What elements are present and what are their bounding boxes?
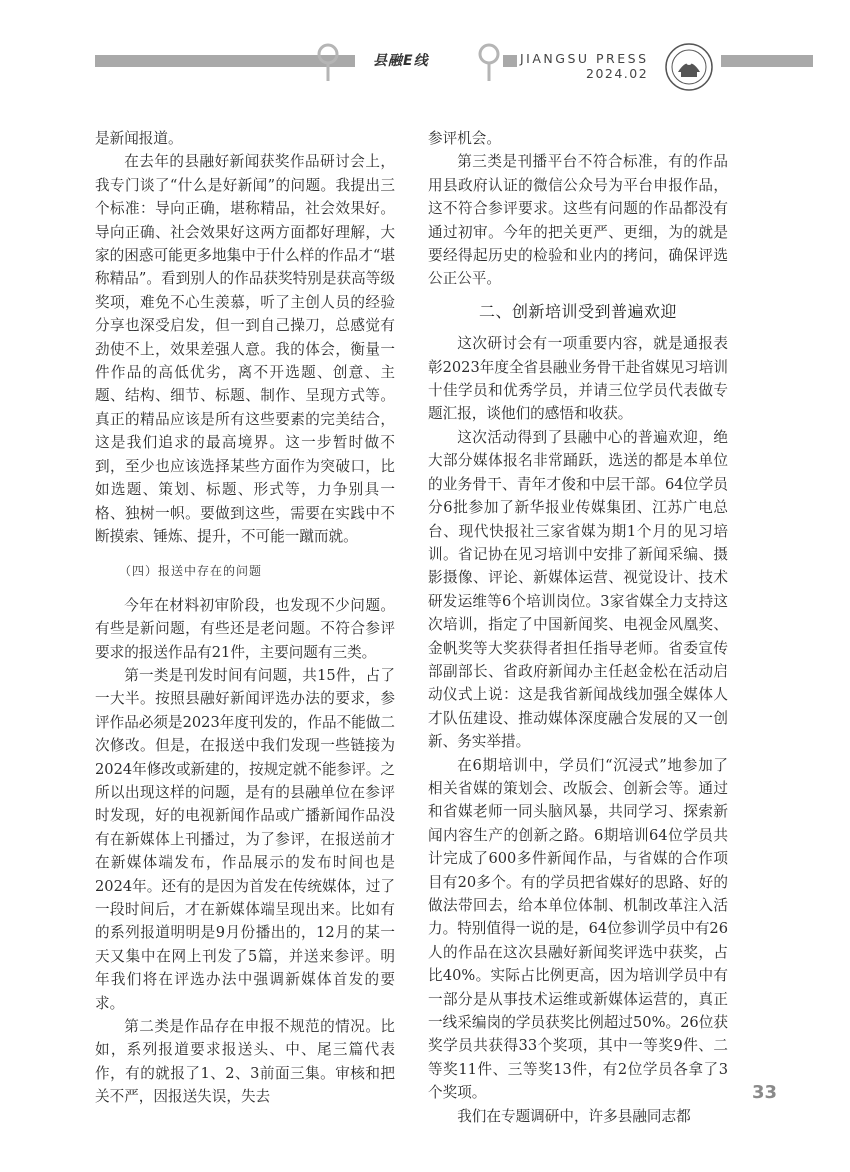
location-pin-icon [478,43,500,83]
paragraph: 在去年的县融好新闻获奖作品研讨会上，我专门谈了“什么是好新闻”的问题。我提出三个标准：导向正确，堪称精品，社会效果好。导向正确、社会效果好这两方面都好理解，大家的困惑可能更多地集中于什么样的作品才“堪称精品”。看到别人的作品获奖特别是获高等级奖项，难免不心生羡慕，听了主创人员的经验分享也深受启发，但一到自己操刀，总感觉有劲使不上，效果差强人意。我的体会，衡量一件作品的高低优劣，离不开选题、创意、主题、结构、细节、标题、制作、呈现方式等。真正的精品应该是所有这些要素的完美结合，这是我们追求的最高境界。这一步暂时做不到，至少也应该选择某些方面作为突破口，比如选题、策划、标题、形式等，力争别具一格、独树一帜。要做到这些，需要在实践中不断摸索、锤炼、提升，不可能一蹴而就。 [95,153,395,545]
column-title: 县融E线 [373,53,429,69]
header-bar-mid [503,55,517,67]
paragraph: 今年在材料初审阶段，也发现不少问题。有些是新问题，有些还是老问题。不符合参评要求的报送作品有21件，主要问题有三类。 [95,596,395,661]
paragraph: 第三类是刊播平台不符合标准，有的作品用县政府认证的微信公众号为平台申报作品，这不符合参评要求。这些有问题的作品都没有通过初审。今年的把关更严、更细，为的就是要经得起历史的检验和业内的拷问，确保评选公正公平。 [428,153,728,288]
paragraph: 第一类是刊发时间有问题，共15件，占了一大半。按照县融好新闻评选办法的要求，参评作品必须是2023年度刊发的，作品不能做二次修改。但是，在报送中我们发现一些链接为2024年修改或新建的，按规定就不能参评。之所以出现这样的问题，是有的县融单位在参评时发现，好的电视新闻作品或广播新闻作品没有在新媒体上刊播过，为了参评，在报送前才在新媒体端发布，作品展示的发布时间也是2024年。还有的是因为首发在传统媒体，过了一段时间后，才在新媒体端呈现出来。比如有的系列报道明明是9月份播出的，12月的某一天又集中在网上刊发了5篇，并送来参评。明年我们将在评选办法中强调新媒体首发的要求。 [95,666,395,1012]
issue-date: 2024.02 [586,66,649,81]
press-logo-icon [664,42,714,92]
paragraph: 参评机会。 [428,130,501,147]
header-bar-right [721,55,813,67]
location-pin-icon [317,43,339,83]
paragraph: 第二类是作品存在申报不规范的情况。比如，系列报道要求报送头、中、尾三篇代表作，有的就报了1、2、3前面三集。审核和把关不严，因报送失误，失去 [95,1018,395,1106]
paragraph: 这次研讨会有一项重要内容，就是通报表彰2023年度全省县融业务骨干赴省媒见习培训十佳学员和优秀学员，并请三位学员代表做专题汇报，谈他们的感悟和收获。 [428,335,728,423]
left-column [95,127,395,1109]
section-heading: 二、创新培训受到普遍欢迎 [478,301,677,321]
paragraph: 是新闻报道。 [95,130,183,147]
paragraph: 这次活动得到了县融中心的普遍欢迎，绝大部分媒体报名非常踊跃，选送的都是本单位的业务骨干、青年才俊和中层干部。64位学员分6批参加了新华报业传媒集团、江苏广电总台、现代快报社三家省媒为期1个月的见习培训。省记协在见习培训中安排了新闻采编、摄影摄像、评论、新媒体运营、视觉设计、技术研发运维等6个培训岗位。3家省媒全力支持这次培训，指定了中国新闻奖、电视金风凰奖、金帆奖等大奖获得者担任指导老师。省委宣传部副部长、省政府新闻办主任赵金松在活动启动仪式上说：这是我省新闻战线加强全媒体人才队伍建设、推动媒体深度融合发展的又一创新、务实举措。 [428,428,728,751]
right-column [428,127,728,1128]
press-name: JIANGSU PRESS [520,51,649,66]
subsection-heading: （四）报送中存在的问题 [119,564,263,579]
paragraph: 我们在专题调研中，许多县融同志都 [457,1107,691,1125]
paragraph: 在6期培训中，学员们“沉浸式”地参加了相关省媒的策划会、改版会、创新会等。通过和省媒老师一同头脑风暴，共同学习、探索新闻内容生产的创新之路。6期培训64位学员共计完成了600多件新闻作品，与省媒的合作项目有20多个。有的学员把省媒好的思路、好的做法带回去，给本单位体制、机制改革注入活力。特别值得一说的是，64位参训学员中有26人的作品在这次县融好新闻奖评选中获奖，占比40%。实际占比例更高，因为培训学员中有一部分是从事技术运维或新媒体运营的，真正一线采编岗的学员获奖比例超过50%。26位获奖学员共获得33个奖项，其中一等奖9件、二等奖11件、三等奖13件，有2位学员各拿了3个奖项。 [428,756,728,1102]
header-bar-left [95,55,355,67]
page-number: 33 [752,1082,778,1103]
